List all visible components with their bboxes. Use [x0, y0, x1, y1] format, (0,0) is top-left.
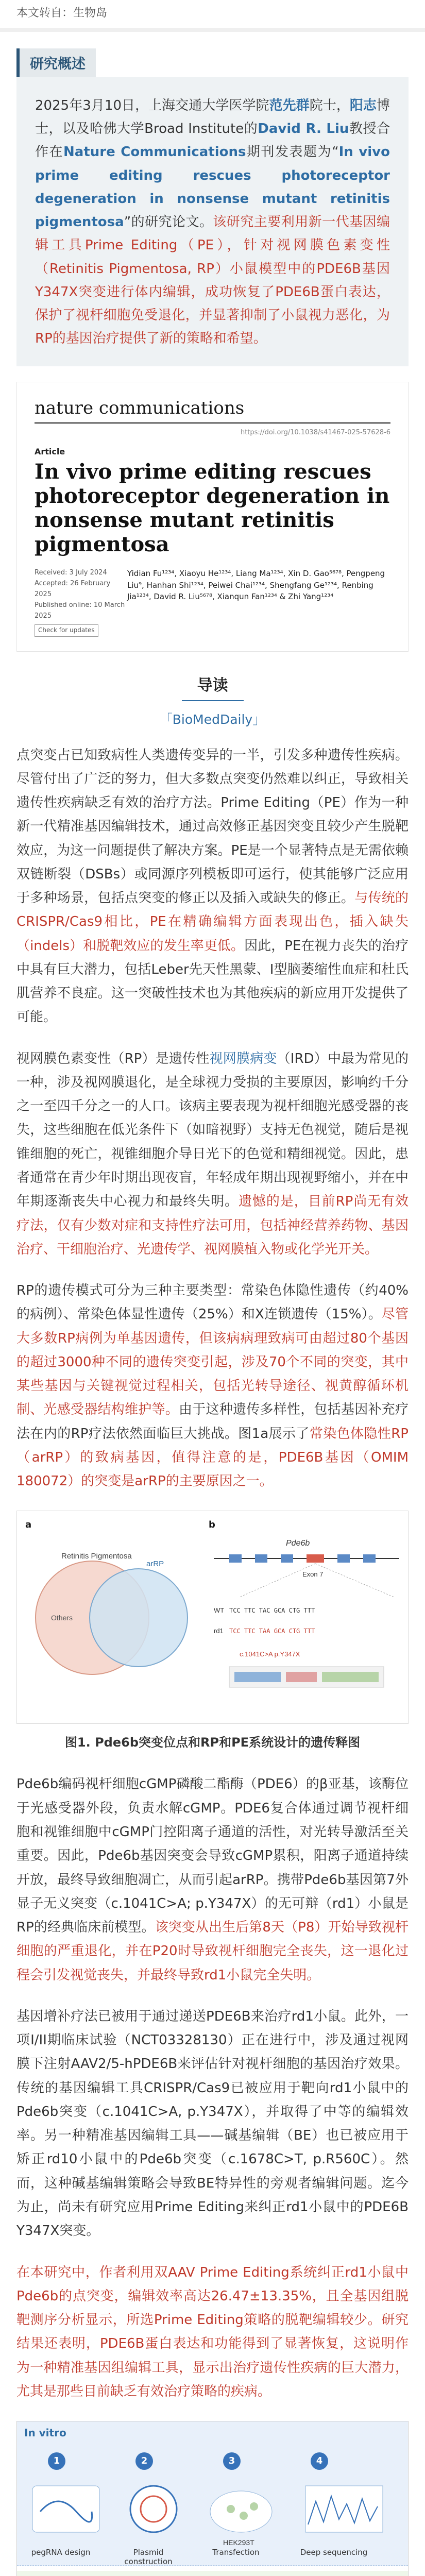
venn-title: Retinitis Pigmentosa [61, 1552, 132, 1561]
source-label: 本文转自：生物岛 [16, 7, 108, 20]
panel-letter: b [209, 1519, 215, 1531]
published-date: Published online: 10 March 2025 [35, 601, 125, 620]
lead-header [16, 672, 409, 728]
cell-line-label: HEK293T [223, 2538, 254, 2547]
in-vitro-illustration [27, 2476, 398, 2558]
check-updates-badge[interactable]: Check for updates [35, 624, 98, 636]
accepted-date: Accepted: 26 February 2025 [35, 580, 111, 598]
summary-text: 院士， [309, 98, 350, 113]
figure-1-panel-a [25, 1519, 200, 1715]
figure-1-panel-b [209, 1519, 404, 1715]
paper-authors: Yidian Fu¹²³⁴, Xiaoyu He¹²³⁴, Liang Ma¹²³⁴, Xin D. Gao⁵⁶⁷⁸, Pengpeng Liu⁹, Hanhan Shi¹²³⁴, Peiwei Chai¹²³⁴, Shengfang Ge¹²³⁴, Renbing Jia¹²³⁴, David R. Liu⁵⁶⁷⁸, Xianqun Fan¹²³⁴ & Zhi Yang¹²³⁴ [127, 569, 385, 602]
divider [0, 28, 425, 32]
body-text: RP的遗传模式可分为三种主要类型：常染色体隐性遗传（约40%的病例）、常染色体显性遗传（25%）和X连锁遗传（15%）。 [16, 1283, 409, 1323]
venn-diagram [25, 1530, 200, 1700]
body-text: 点突变占已知致病性人类遗传变异的一半，引发多种遗传性疾病。尽管付出了广泛的努力，但大多数点突变仍然难以纠正，导致相关遗传性疾病缺乏有效的治疗方法。Prime Editing（PE）作为一种新一代精准基因编辑技术，通过高效修正基因突变且较少产生脱靶效应，为这一问题提供了解决方案。PE是一个显著特点是无需依赖双链断裂（DSBs）或同源序列模板即可运行，使其能够广泛应用于多种场景，包括点突变的修正以及插入或缺失的修正。 [16, 747, 409, 906]
venn-arrp-label: arRP [146, 1560, 164, 1569]
figure-2 [16, 2421, 409, 2576]
summary-text: 2025年3月10日，上海交通大学医学院 [35, 98, 269, 113]
summary-text: 博士，以及哈佛大学Broad Institute的 [35, 98, 390, 137]
in-vitro-label: In vitro [24, 2427, 66, 2439]
body-paragraph-5 [16, 2005, 409, 2243]
received-date: Received: 3 July 2024 [35, 569, 107, 577]
rd1-label: rd1 [214, 1627, 224, 1635]
body-highlight: 常染色体隐性RP（arRP）的致病基因，值得注意的是，PDE6B基因（OMIM 180072）的突变是arRP的主要原因之一。 [16, 1426, 409, 1489]
body-text: 由于这种遗传多样性，包括基因补充疗法在内的RP疗法依然面临巨大挑战。图1a展示了 [16, 1402, 409, 1442]
body-paragraph-6 [16, 2261, 409, 2404]
step-label: Deep sequencing [300, 2548, 368, 2557]
svg-text:TCC TTC TAC GCA CTG TTT: TCC TTC TAC GCA CTG TTT [229, 1607, 315, 1615]
lead-title: 导读 [197, 676, 228, 694]
step-3-badge: 3 [223, 2452, 241, 2470]
step-label: Transfection [212, 2548, 260, 2557]
step-1-badge: 1 [48, 2452, 65, 2470]
body-highlight: 该突变从出生后第8天（P8）开始导致视杆细胞的严重退化，并在P20时导致视杆细胞完全丧失，这一退化过程会引发视觉丧失，并最终导致rd1小鼠完全失明。 [16, 1920, 409, 1983]
summary-text: 教授合作在 [35, 121, 390, 160]
body-paragraph-2 [16, 1047, 409, 1261]
paper-header-image [16, 382, 409, 652]
summary-tag: 研究概述 [16, 48, 96, 77]
step-4-badge: 4 [311, 2452, 328, 2470]
panel-letter: a [25, 1519, 32, 1531]
gene-label: Pde6b [286, 1539, 310, 1548]
body-text: 基因增补疗法已被用于通过递送PDE6B来治疗rd1小鼠。此外，一项I/II期临床试验（NCT03328130）正在进行中，涉及通过视网膜下注射AAV2/5-hPDE6B来评估针对视杆细胞的基因治疗效果。传统的基因编辑工具CRISPR/Cas9已被应用于靶向rd1小鼠中的Pde6b突变（c.1041C>A, p.Y347X），并取得了中等的编辑效率。另一种精准基因编辑工具——碱基编辑（BE）也已被应用于矫正rd10小鼠中的Pde6b突变（c.1678C>T, p.R560C）。然而，这种碱基编辑策略会导致BE特异性的旁观者编辑问题。迄今为止，尚未有研究应用Prime Editing来纠正rd1小鼠中的PDE6B Y347X突变。 [16, 2008, 409, 2239]
exon-label: Exon 7 [302, 1570, 324, 1579]
venn-others-label: Others [51, 1614, 73, 1622]
body-highlight: 与传统的CRISPR/Cas9相比，PE在精确编辑方面表现出色，插入缺失（indels）和脱靶效应的发生率更低。 [16, 890, 409, 954]
in-vivo-band [17, 2571, 408, 2576]
paper-title: In vivo prime editing rescues photoreceptor degeneration in nonsense mutant retinitis pigmentosa [35, 459, 390, 557]
lead-subtitle: 「BioMedDaily」 [159, 711, 266, 727]
author-name-1: 范先群 [269, 98, 310, 113]
step-label: Plasmid construction [124, 2548, 173, 2567]
wt-label: WT [214, 1606, 225, 1615]
mutation-label: c.1041C>A p.Y347X [240, 1650, 300, 1658]
body-text: （IRD）中最为常见的一种，涉及视网膜退化，是全球视力受损的主要原因，影响约千分之一至四千分之一的人口。该病主要表现为视杆细胞光感受器的丧失，这些细胞在低光条件下（如暗视野）支持无色视觉，随后是视锥细胞的死亡，视锥细胞介导日光下的色觉和精细视觉。因此，患者通常在青少年时期出现夜盲，年轻成年期出现视野缩小，并在中年期逐渐丧失中心视力和最终失明。 [16, 1050, 409, 1210]
summary-text: 期刊发表题为“ [246, 144, 339, 160]
inline-link[interactable]: 视网膜病变 [209, 1050, 277, 1066]
author-name-2: 阳志 [349, 98, 377, 113]
figure-1 [16, 1511, 409, 1724]
exon-7-mark [307, 1554, 324, 1563]
in-vitro-band [17, 2421, 408, 2566]
summary-box [16, 77, 409, 366]
paper-title-inline: In vivo prime editing rescues photoreceptor degeneration in nonsense mutant retinitis pigmentosa [35, 144, 390, 230]
paper-dates [35, 568, 127, 636]
body-highlight: 遗憾的是，目前RP尚无有效疗法，仅有少数对症和支持性疗法可用，包括神经营养药物、基因治疗、干细胞治疗、光遗传学、视网膜植入物或化学光开关。 [16, 1194, 409, 1257]
paper-doi: https://doi.org/10.1038/s41467-025-57628-6 [240, 428, 390, 436]
body-paragraph-1 [16, 743, 409, 1029]
body-paragraph-4 [16, 1772, 409, 1987]
article-label: Article [35, 446, 65, 456]
body-text: 因此，PE在视力丧失的治疗中具有巨大潜力，包括Leber先天性黑蒙、I型脑萎缩性血症和杜氏肌营养不良症。这一突破性技术也为其他疾病的新应用开发提供了可能。 [16, 938, 409, 1025]
step-label: pegRNA design [31, 2548, 91, 2557]
step-2-badge: 2 [135, 2452, 153, 2470]
body-paragraph-3 [16, 1279, 409, 1493]
author-name-3: David R. Liu [258, 121, 349, 137]
body-highlight: 尽管大多数RP病例为单基因遗传，但该病病理致病可由超过80个基因的超过3000种不同的遗传突变引起，涉及70个不同的突变，其中某些基因与关键视觉过程相关，包括光转导途径、视黄醇循环机制、光感受器结构维护等。 [16, 1307, 409, 1418]
gene-diagram [209, 1530, 404, 1700]
summary-text: ”的研究论文。 [124, 214, 213, 230]
journal-logo: nature communications [35, 397, 245, 418]
journal-name: Nature Communications [63, 144, 246, 160]
summary-highlight: 该研究主要利用新一代基因编辑工具Prime Editing（PE），针对视网膜色素变性（Retinitis Pigmentosa, RP）小鼠模型中的PDE6B基因Y347X突变进行体内编辑，成功恢复了PDE6B蛋白表达，保护了视杆细胞免受退化，并显著抑制了小鼠视力恶化，为RP的基因治疗提供了新的策略和希望。 [35, 214, 390, 347]
lead-divider [182, 700, 244, 701]
body-highlight: 在本研究中，作者利用双AAV Prime Editing系统纠正rd1小鼠中Pde6b的点突变，编辑效率高达26.47±13.35%，且全基因组脱靶测序分析显示，所选Prime Editing策略的脱靶编辑较少。研究结果还表明，PDE6B蛋白表达和功能得到了显著恢复，这说明作为一种精准基因组编辑工具，显示出治疗遗传性疾病的巨大潜力，尤其是那些目前缺乏有效治疗策略的疾病。 [16, 2264, 409, 2399]
figure-1-caption: 图1. Pde6b突变位点和RP和PE系统设计的遗传释图 [64, 1735, 361, 1750]
body-text: 视网膜色素变性（RP）是遗传性 [16, 1050, 210, 1066]
svg-text:TCC TTC TAA GCA CTG TTT: TCC TTC TAA GCA CTG TTT [229, 1628, 315, 1635]
body-text: Pde6b编码视杆细胞cGMP磷酸二酯酶（PDE6）的β亚基，该酶位于光感受器外段，负责水解cGMP。PDE6复合体通过调节视杆细胞和视锥细胞中cGMP门控阳离子通道的活性，对光转导激活至关重要。因此，Pde6b基因突变会导致cGMP累积，阳离子通道持续开放，最终导致细胞凋亡，从而引起arRP。携带Pde6b基因第7外显子无义突变（c.1041C>A; p.Y347X）的无可辩（rd1）小鼠是RP的经典临床前模型。 [16, 1776, 409, 1936]
